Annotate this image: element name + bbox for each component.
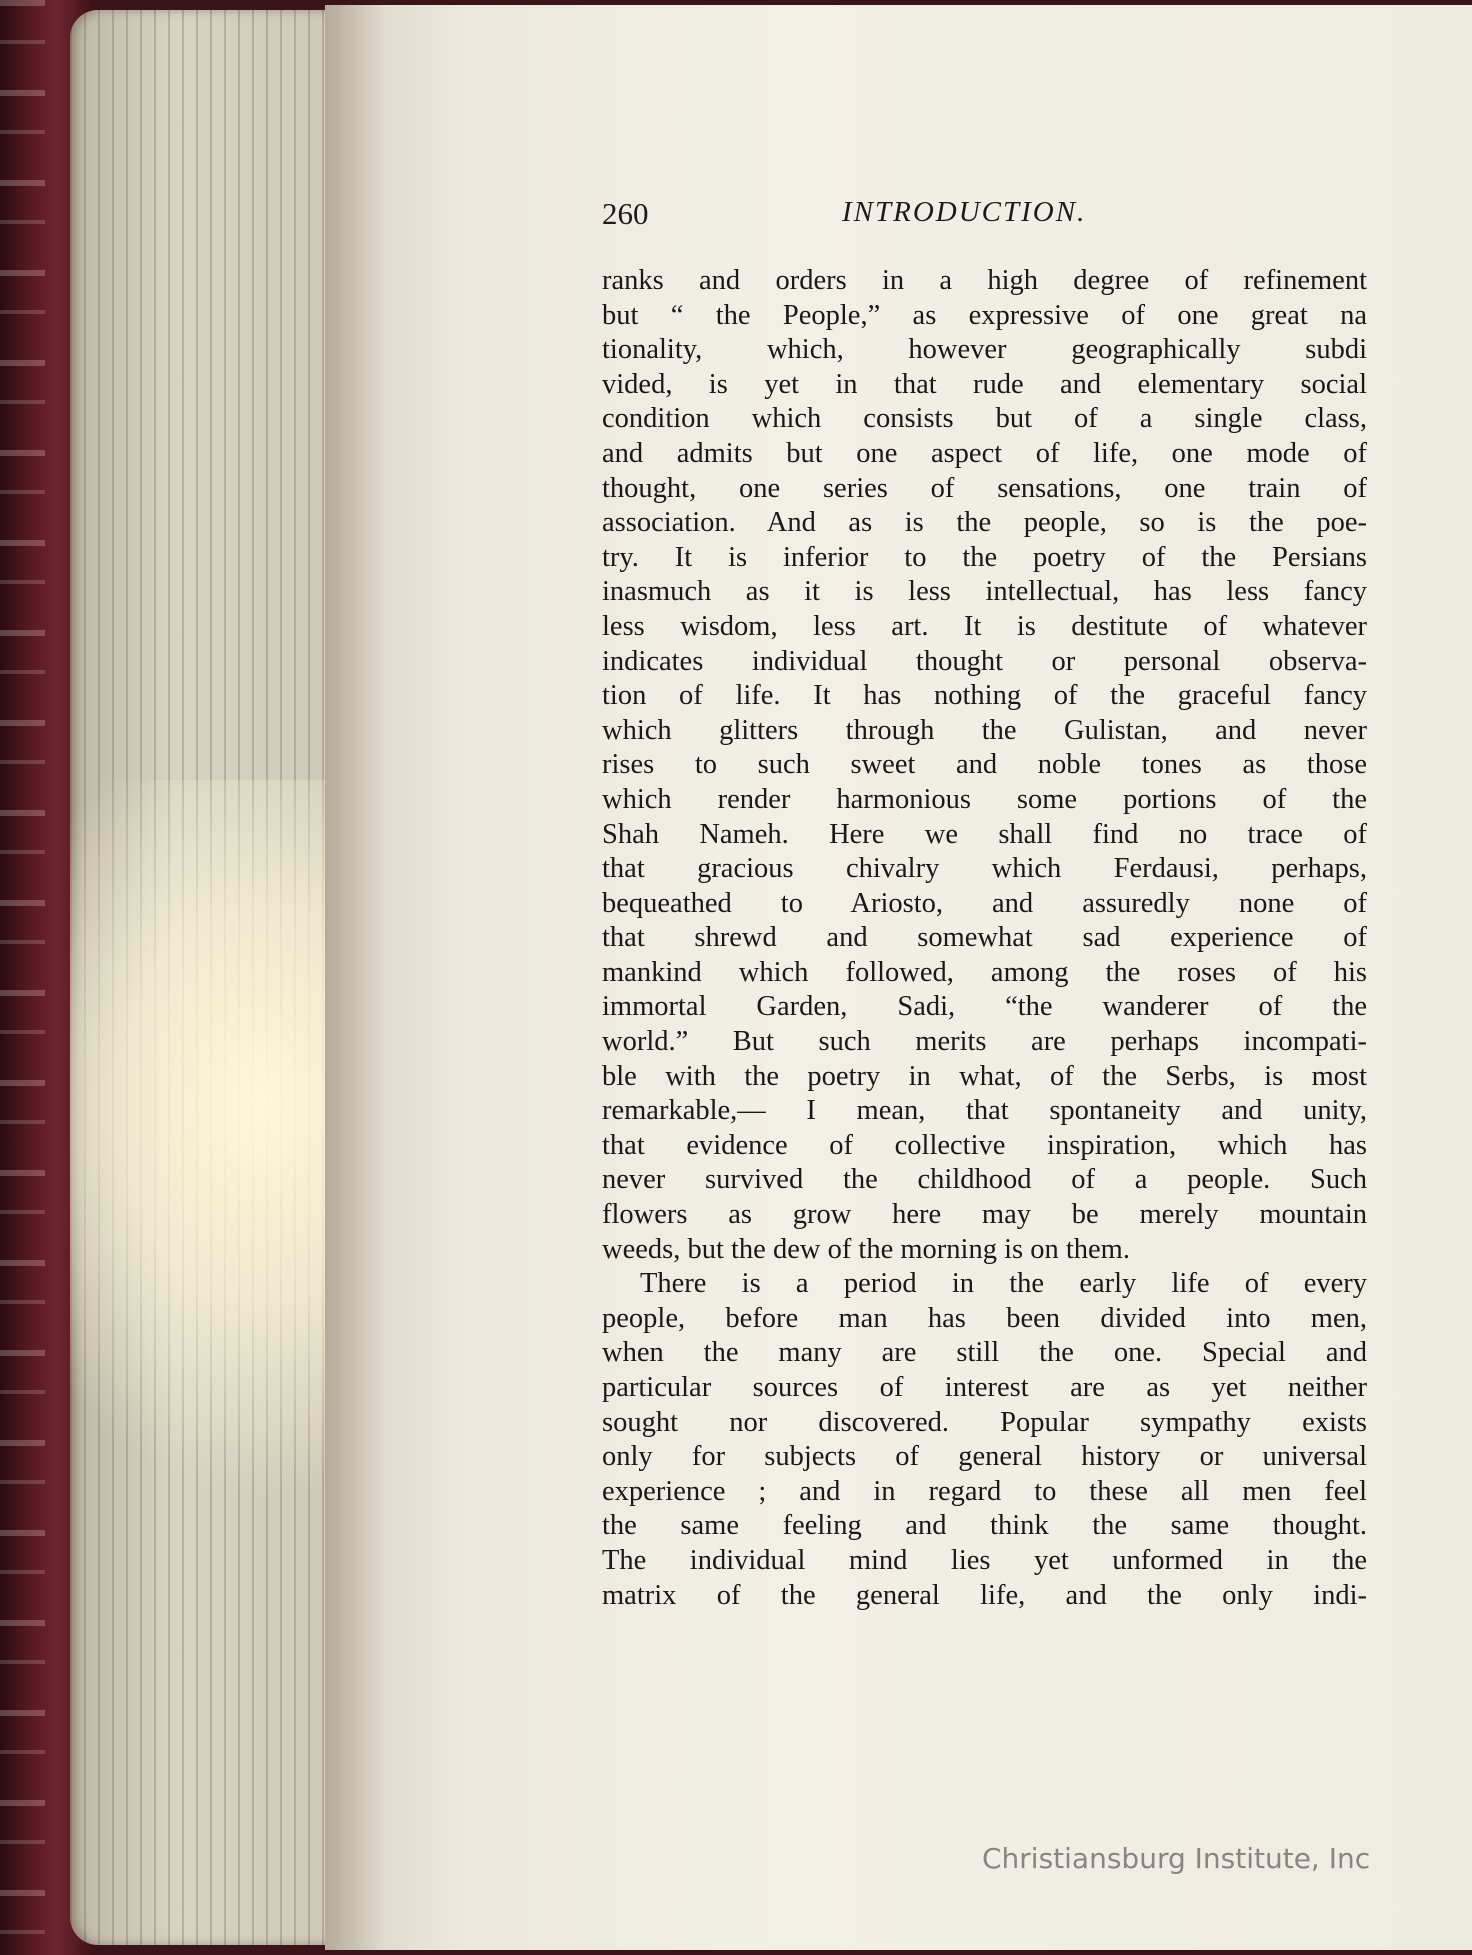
text-line: the same feeling and think the same thought. <box>602 1510 1367 1542</box>
text-line: try. It is inferior to the poetry of the Persians <box>602 541 1367 573</box>
text-line: that gracious chivalry which Ferdausi, perhaps, <box>602 853 1367 885</box>
text-line: flowers as grow here may be merely mountain <box>602 1199 1367 1231</box>
page-header <box>602 196 1372 236</box>
text-line: which render harmonious some portions of the <box>602 783 1367 815</box>
text-line: only for subjects of general history or universal <box>602 1441 1367 1473</box>
text-line: particular sources of interest are as yet neither <box>602 1372 1367 1403</box>
text-line: thought, one series of sensations, one train of <box>602 472 1367 504</box>
text-line: There is a period in the early life of every <box>640 1268 1367 1300</box>
text-line: but “ the People,” as expressive of one great na <box>602 299 1367 331</box>
text-line: which glitters through the Gulistan, and never <box>602 714 1367 746</box>
paragraph <box>602 1267 1367 1613</box>
text-line: that shrewd and somewhat sad experience of <box>602 922 1367 954</box>
text-line: The individual mind lies yet unformed in the <box>602 1544 1367 1576</box>
text-line: experience ; and in regard to these all men feel <box>602 1475 1367 1507</box>
text-line: ranks and orders in a high degree of refinement <box>602 265 1367 296</box>
text-line: inasmuch as it is less intellectual, has less fancy <box>602 576 1367 608</box>
text-line: vided, is yet in that rude and elementary social <box>602 368 1367 400</box>
text-line: condition which consists but of a single class, <box>602 403 1367 435</box>
text-line: association. And as is the people, so is the poe- <box>602 507 1367 539</box>
text-line: Shah Nameh. Here we shall find no trace of <box>602 818 1367 850</box>
text-line: mankind which followed, among the roses of his <box>602 956 1367 988</box>
watermark: Christiansburg Institute, Inc <box>982 1842 1371 1875</box>
text-line: bequeathed to Ariosto, and assuredly none of <box>602 887 1367 919</box>
text-line: when the many are still the one. Special and <box>602 1337 1367 1369</box>
text-line: never survived the childhood of a people. Such <box>602 1164 1367 1196</box>
text-line: indicates individual thought or personal observa- <box>602 645 1367 677</box>
text-line: weeds, but the dew of the morning is on them. <box>602 1233 1130 1265</box>
text-line: sought nor discovered. Popular sympathy exists <box>602 1406 1367 1438</box>
text-line: that evidence of collective inspiration, which has <box>602 1129 1367 1161</box>
paragraph <box>602 264 1367 1267</box>
text-line: and admits but one aspect of life, one mode of <box>602 437 1367 469</box>
text-line: tionality, which, however geographically subdi <box>602 334 1367 366</box>
text-line: rises to such sweet and noble tones as those <box>602 749 1367 781</box>
running-head: INTRODUCTION. <box>842 196 1087 228</box>
text-line: less wisdom, less art. It is destitute of whatever <box>602 610 1367 642</box>
page-number: 260 <box>602 196 649 231</box>
text-line: immortal Garden, Sadi, “the wanderer of the <box>602 991 1367 1023</box>
text-block <box>602 264 1367 1613</box>
gutter-shadow <box>325 5 385 1950</box>
text-line: matrix of the general life, and the only indi- <box>602 1579 1367 1611</box>
text-line: remarkable,— I mean, that spontaneity and unity, <box>602 1095 1367 1127</box>
text-line: people, before man has been divided into men, <box>602 1302 1367 1334</box>
text-line: tion of life. It has nothing of the graceful fancy <box>602 680 1367 712</box>
text-line: ble with the poetry in what, of the Serbs, is most <box>602 1060 1367 1092</box>
text-line: world.” But such merits are perhaps incompati- <box>602 1026 1367 1058</box>
binding-wear <box>0 0 45 1955</box>
